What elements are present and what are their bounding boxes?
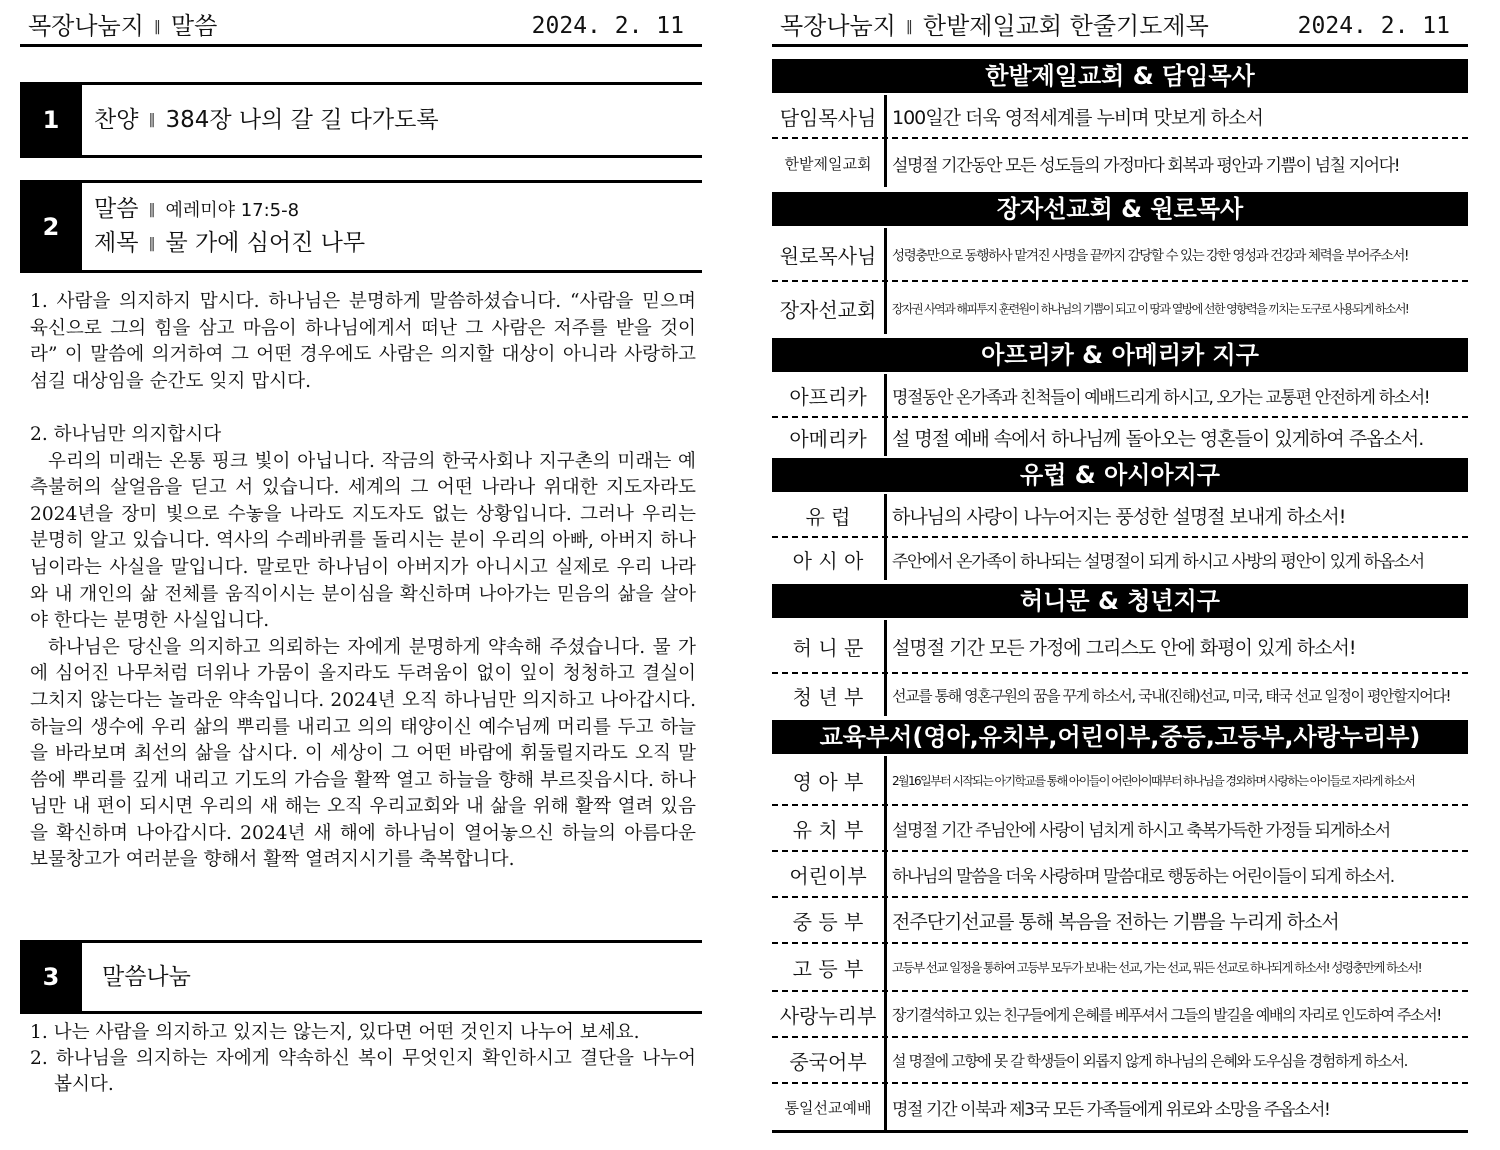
row-label: 허 니 문 — [772, 620, 887, 672]
row-label: 사랑누리부 — [772, 992, 887, 1036]
row-label: 통일선교예배 — [772, 1084, 887, 1130]
row-text: 주안에서 온가족이 하나되는 설명절이 되게 하시고 사방의 평안이 있게 하옵소서 — [892, 551, 1424, 572]
row-text: 명절동안 온가족과 친척들이 예배드리게 하시고, 오가는 교통편 안전하게 하소서! — [892, 387, 1430, 408]
row-label: 아메리카 — [772, 418, 887, 456]
section-number: 1 — [20, 85, 82, 155]
row-text: 설명절 기간 주님안에 사랑이 넘치게 하시고 축복가득한 가정들 되게하소서 — [892, 820, 1390, 841]
prayer-row — [772, 756, 1468, 806]
prayer-row — [772, 95, 1468, 139]
row-text: 장자권 사역과 해피투지 훈련원이 하나님의 기쁨이 되고 이 땅과 열방에 선한 영향력을 끼치는 도구로 사용되게 하소서! — [892, 301, 1409, 316]
prayer-row — [772, 418, 1468, 456]
group-header: 한밭제일교회 & 담임목사 — [772, 59, 1468, 93]
left-page — [20, 0, 702, 1150]
paragraph: 하나님은 당신을 의지하고 의뢰하는 자에게 분명하게 약속해 주셨습니다. 물 가에 심어진 나무처럼 더위나 가뭄이 올지라도 두려움이 없이 잎이 청청하고 결실이 그치지 않는다는 놀라운 약속입니다. 2024년 오직 하나님만 의지하고 나아갑시다. 하늘의 생수에 우리 삶의 뿌리를 내리고 의의 태양이신 예수님께 머리를 두고 하늘을 바라보며 최선의 삶을 삽시다. 이 세상이 그 어떤 바람에 휘둘릴지라도 오직 말씀에 뿌리를 깊게 내리고 기도의 가슴을 활짝 열고 하늘을 향해 부르짖읍시다. 하나님만 내 편이 되시면 우리의 새 해는 오직 우리교회와 내 삶을 위해 활짝 열려 있음을 확신하며 나아갑시다. 2024년 새 해에 하나님이 열어놓으신 하늘의 아름다운 보물창고가 여러분을 향해서 활짝 열려지시기를 축복합니다. — [30, 636, 696, 871]
sermon-title-label: 제목 — [94, 230, 139, 257]
sharing-label: 말씀나눔 — [102, 964, 191, 990]
bottom-divider — [772, 1130, 1468, 1133]
row-text: 설명절 기간동안 모든 성도들의 가정마다 회복과 평안과 기쁨이 넘칠 지어다! — [892, 155, 1400, 176]
row-label: 중국어부 — [772, 1038, 887, 1082]
prayer-row — [772, 992, 1468, 1038]
paragraph: 1. 사람을 의지하지 맙시다. 하나님은 분명하게 말씀하셨습니다. “사람을 믿으며 육신으로 그의 힘을 삼고 마음이 하나님에게서 떠난 그 사람은 저주를 받을 것이라” 이 말씀에 의거하여 그 어떤 경우에도 사람은 의지할 대상이 아니라 사랑하고 섬길 대상임을 순간도 잊지 맙시다. — [30, 291, 696, 392]
row-text: 설 명절 예배 속에서 하나님께 돌아오는 영혼들이 있게하여 주옵소서. — [892, 427, 1424, 450]
paragraph: 우리의 미래는 온통 핑크 빛이 아닙니다. 작금의 한국사회나 지구촌의 미래는 예측불허의 살얼음을 딛고 서 있습니다. 세계의 그 어떤 나라나 위대한 지도자라도 2024년을 장미 빛으로 수놓을 나라도 지도자도 없는 상황입니다. 그러나 우리는 분명히 알고 있습니다. 역사의 수레바퀴를 돌리시는 분이 우리의 아빠, 아버지 하나님이라는 사실을 말입니다. 말로만 하나님이 아버지가 아니시고 실제로 우리 나라와 내 개인의 삶 전체를 움직이시는 분이심을 확신하며 나아가는 믿음의 삶을 살아야 한다는 분명한 사실입니다. — [30, 450, 696, 632]
prayer-row — [772, 1084, 1468, 1130]
row-label: 영 아 부 — [772, 756, 887, 804]
separator-icon: ‖ — [148, 235, 156, 252]
header-section: 말씀 — [170, 12, 218, 40]
separator-icon: ‖ — [148, 112, 156, 129]
group-header: 아프리카 & 아메리카 지구 — [772, 338, 1468, 372]
hymn-value: 384장 나의 갈 길 다가도록 — [165, 106, 439, 133]
section-3-sharing — [20, 940, 702, 1014]
row-label: 담임목사님 — [772, 95, 887, 137]
separator-icon: ‖ — [153, 19, 161, 35]
row-text: 장기결석하고 있는 친구들에게 은혜를 베푸셔서 그들의 발길을 예배의 자리로 인도하여 주소서! — [892, 1005, 1441, 1024]
row-text: 100일간 더욱 영적세계를 누비며 맛보게 하소서 — [892, 106, 1263, 129]
prayer-row — [772, 620, 1468, 674]
row-text: 성령충만으로 동행하사 맡겨진 사명을 끝까지 감당할 수 있는 강한 영성과 건강과 체력을 부어주소서! — [892, 248, 1408, 264]
prayer-row — [772, 944, 1468, 992]
header-section: 한밭제일교회 한줄기도제목 — [922, 12, 1209, 40]
separator-icon: ‖ — [905, 19, 913, 35]
prayer-row — [772, 494, 1468, 538]
prayer-row — [772, 282, 1468, 334]
prayer-row — [772, 228, 1468, 282]
header-title: 목장나눔지 — [28, 12, 144, 40]
row-text: 고등부 선교 일정을 통하여 고등부 모두가 보내는 선교, 가는 선교, 뭐든 선교로 하나되게 하소서! 성령충만케 하소서! — [892, 960, 1422, 975]
row-label: 유 치 부 — [772, 806, 887, 850]
prayer-row — [772, 674, 1468, 716]
row-label: 어린이부 — [772, 852, 887, 896]
scripture-value: 예레미야 17:5-8 — [165, 200, 300, 222]
prayer-row — [772, 139, 1468, 187]
header-date: 2024. 2. 11 — [1297, 13, 1450, 39]
question-list — [30, 1020, 696, 1098]
row-text: 2월16일부터 시작되는 아기학교를 통해 아이들이 어린아이때부터 하나님을 경외하며 사랑하는 아이들로 자라게 하소서 — [892, 773, 1415, 788]
list-item: 1. 나는 사람을 의지하고 있지는 않는지, 있다면 어떤 것인지 나누어 보세요. — [30, 1022, 640, 1043]
header-title: 목장나눔지 — [780, 12, 896, 40]
row-label: 유 럽 — [772, 494, 887, 536]
row-text: 선교를 통해 영혼구원의 꿈을 꾸게 하소서, 국내(진해)선교, 미국, 태국 선교 일정이 평안할지어다! — [892, 686, 1451, 705]
row-text: 하나님의 사랑이 나누어지는 풍성한 설명절 보내게 하소서! — [892, 505, 1346, 528]
prayer-row — [772, 538, 1468, 580]
group-header: 유럽 & 아시아지구 — [772, 458, 1468, 492]
group-header: 교육부서(영아,유치부,어린이부,중등,고등부,사랑누리부) — [772, 720, 1468, 754]
row-label: 아프리카 — [772, 374, 887, 416]
section-number: 2 — [20, 183, 82, 270]
prayer-row — [772, 806, 1468, 852]
prayer-row — [772, 898, 1468, 944]
prayer-row — [772, 1038, 1468, 1084]
left-page-header — [20, 8, 702, 47]
section-number: 3 — [20, 943, 82, 1011]
prayer-row — [772, 852, 1468, 898]
row-text: 설 명절에 고향에 못 갈 학생들이 외롭지 않게 하나님의 은혜와 도우심을 경험하게 하소서. — [892, 1051, 1408, 1070]
row-text: 하나님의 말씀을 더욱 사랑하며 말씀대로 행동하는 어린이들이 되게 하소서. — [892, 866, 1394, 887]
row-label: 고 등 부 — [772, 944, 887, 990]
separator-icon: ‖ — [148, 201, 156, 218]
row-text: 설명절 기간 모든 가정에 그리스도 안에 화평이 있게 하소서! — [892, 636, 1356, 659]
list-item: 2. 하나님을 의지하는 자에게 약속하신 복이 무엇인지 확인하시고 결단을 나누어 봅시다. — [30, 1048, 696, 1095]
row-text: 전주단기선교를 통해 복음을 전하는 기쁨을 누리게 하소서 — [892, 910, 1339, 933]
row-label: 중 등 부 — [772, 898, 887, 942]
group-header: 장자선교회 & 원로목사 — [772, 192, 1468, 226]
row-label: 원로목사님 — [772, 228, 887, 280]
row-label: 한밭제일교회 — [772, 139, 887, 187]
prayer-row — [772, 374, 1468, 418]
row-label: 아 시 아 — [772, 538, 887, 580]
right-page-header — [772, 8, 1468, 47]
row-label: 청 년 부 — [772, 674, 887, 716]
group-header: 허니문 & 청년지구 — [772, 584, 1468, 618]
right-page — [772, 0, 1468, 1150]
section-2-sermon — [20, 180, 702, 273]
section-1-hymn — [20, 82, 702, 158]
sermon-body — [30, 289, 696, 874]
row-text: 명절 기간 이북과 제3국 모든 가족들에게 위로와 소망을 주옵소서! — [892, 1099, 1330, 1120]
scripture-label: 말씀 — [94, 196, 139, 223]
row-label: 장자선교회 — [772, 282, 887, 334]
hymn-label: 찬양 — [94, 106, 139, 133]
sermon-title-value: 물 가에 심어진 나무 — [165, 230, 366, 257]
header-date: 2024. 2. 11 — [531, 13, 684, 39]
paragraph-heading: 2. 하나님만 의지합시다 — [30, 423, 222, 445]
